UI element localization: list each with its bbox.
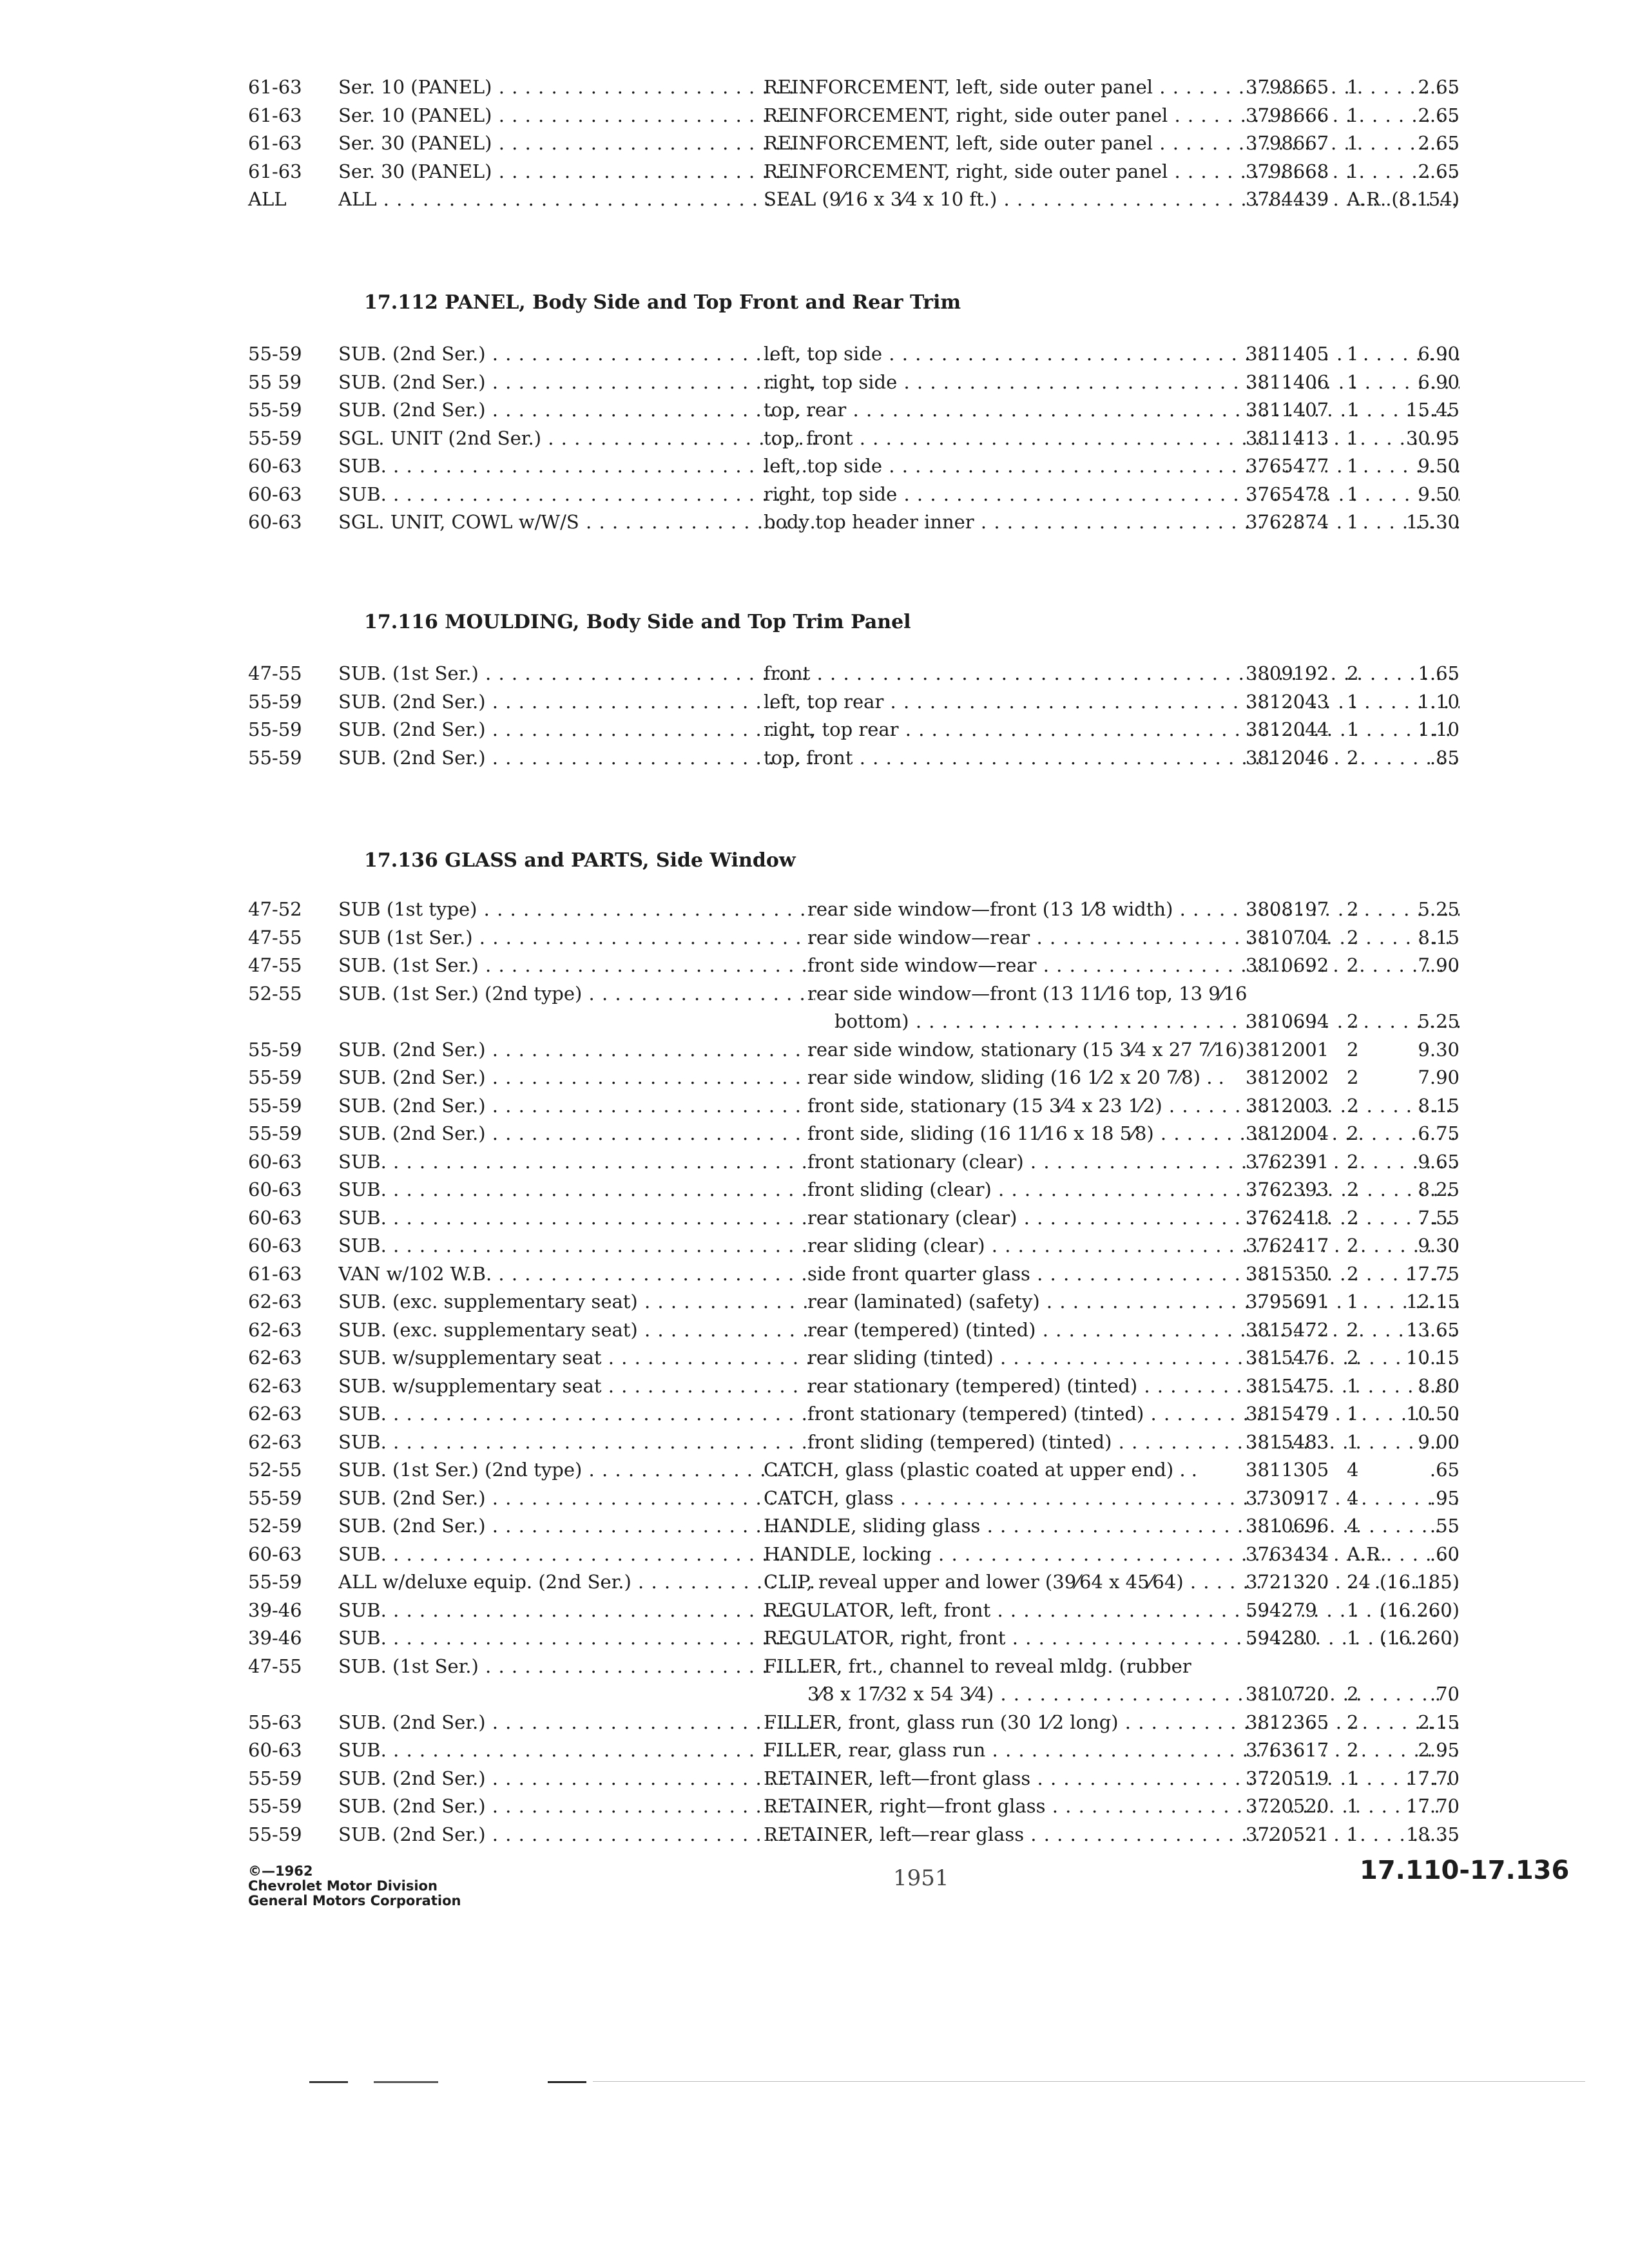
price: 10.50 — [1405, 1403, 1460, 1425]
description-cell: front side, stationary (15 3⁄4 x 23 1⁄2) . . . — [807, 1092, 1460, 1120]
description-cell: HANDLE, locking . . . — [764, 1541, 1460, 1569]
description-cell: left, top side . . . — [764, 340, 1460, 369]
description-cell: REINFORCEMENT, left, side outer panel . . . — [764, 130, 1460, 158]
model-cell: SUB. . . . — [338, 481, 815, 509]
scan-artifact — [309, 2081, 348, 2083]
year-range: 47-55 — [248, 1655, 302, 1677]
year-range: 55-59 — [248, 1066, 302, 1088]
model-cell: SUB. (2nd Ser.) . . . — [338, 1765, 815, 1793]
model-cell: SUB. . . . — [338, 1176, 815, 1204]
price: 8.80 — [1418, 1374, 1460, 1397]
price: 12.15 — [1405, 1291, 1460, 1312]
description-cell: REINFORCEMENT, right, side outer panel . . . — [764, 102, 1460, 130]
table-row: 61-63 Ser. 30 (PANEL) . . . REINFORCEMENT, right, side outer panel . . . 3798668 1 2.65 — [248, 158, 1460, 186]
price: .95 — [1429, 1486, 1460, 1509]
model-cell: SGL. UNIT, COWL w/W/S . . . — [338, 508, 815, 537]
table-row: 60-63 SUB. . . . front stationary (clear) . . . 3762391 2 9.65 — [248, 1148, 1460, 1177]
table-row: 61-63 Ser. 10 (PANEL) . . . REINFORCEMENT, right, side outer panel . . . 3798666 1 2.65 — [248, 102, 1460, 130]
price: 8.15 — [1418, 926, 1460, 948]
parts-block-17-116 — [248, 660, 1460, 772]
division-line: Chevrolet Motor Division — [248, 1878, 438, 1894]
model-cell: SUB. . . . — [338, 1428, 815, 1457]
description-cell: rear side window—front (13 1⁄8 width) . . . — [807, 896, 1460, 924]
table-row: 60-63 SUB. . . . HANDLE, locking . . . 3763434 A.R. .60 — [248, 1541, 1460, 1569]
description-cell: CLIP, reveal upper and lower (39⁄64 x 45⁄64) . . . — [764, 1568, 1460, 1597]
table-row: 55-59 SGL. UNIT (2nd Ser.) . . . top, front . . . 3811413 1 30.95 — [248, 425, 1460, 453]
year-range: 55-59 — [248, 399, 302, 421]
description-cell: right, top rear . . . — [764, 716, 1460, 744]
price: 8.25 — [1418, 1178, 1460, 1200]
price: (16.260) — [1379, 1627, 1460, 1649]
table-row: 62-63 SUB. . . . front sliding (tempered) (tinted) . . . 3815483 1 9.00 — [248, 1428, 1460, 1457]
model-cell: SUB. w/supplementary seat . . . — [338, 1344, 815, 1372]
price: .85 — [1429, 746, 1460, 769]
description-cell: top, front . . . — [764, 425, 1460, 453]
price: .55 — [1429, 1515, 1460, 1537]
price: (16.185) — [1379, 1571, 1460, 1593]
price: 2.65 — [1418, 160, 1460, 182]
description-cell: rear side window—rear . . . — [807, 924, 1460, 952]
description-cell: rear side window, sliding (16 1⁄2 x 20 7⁄8) . . — [807, 1066, 1224, 1088]
model-cell: SUB. . . . — [338, 1597, 815, 1625]
model-cell: SUB. . . . — [338, 1736, 815, 1765]
table-row: 52-59 SUB. (2nd Ser.) . . . HANDLE, sliding glass . . . 3810696 4 .55 — [248, 1512, 1460, 1541]
model-cell: ALL . . . — [338, 186, 815, 214]
price: 9.00 — [1418, 1430, 1460, 1453]
year-range: 62-63 — [248, 1403, 302, 1425]
description-cell: body top header inner . . . — [764, 508, 1460, 537]
description-cell: FILLER, frt., channel to reveal mldg. (rubber — [764, 1655, 1191, 1677]
table-row: 60-63 SUB. . . . right, top side . . . 3765478 1 9.50 — [248, 481, 1460, 509]
description-cell: CATCH, glass (plastic coated at upper end) . . — [764, 1459, 1198, 1481]
year-range: 47-55 — [248, 662, 302, 684]
description-cell: front sliding (clear) . . . — [807, 1176, 1460, 1204]
table-row: 55-63 SUB. (2nd Ser.) . . . FILLER, front, glass run (30 1⁄2 long) . . . 3812365 2 2.15 — [248, 1709, 1460, 1737]
table-row: 62-63 SUB. . . . front stationary (tempered) (tinted) . . . 3815479 1 10.50 — [248, 1400, 1460, 1428]
model-cell: SUB. . . . — [338, 1624, 815, 1653]
model-cell: SUB. (2nd Ser.) . . . — [338, 1792, 815, 1821]
model-cell: SUB. (2nd Ser.) . . . — [338, 1036, 815, 1064]
table-row: 61-63 Ser. 30 (PANEL) . . . REINFORCEMENT, left, side outer panel . . . 3798667 1 2.65 — [248, 130, 1460, 158]
price: 7.55 — [1418, 1206, 1460, 1229]
model-cell: SUB. (1st Ser.) . . . — [338, 660, 815, 688]
price: 17.75 — [1405, 1262, 1460, 1285]
year-range: 60-63 — [248, 1150, 302, 1173]
table-row: 55-59 SUB. (2nd Ser.) . . . left, top rear . . . 3812043 1 1.10 — [248, 688, 1460, 716]
price: 2.65 — [1418, 132, 1460, 154]
description-cell: front side, sliding (16 11⁄16 x 18 5⁄8) . . . — [807, 1120, 1460, 1148]
description-cell: HANDLE, sliding glass . . . — [764, 1512, 1460, 1541]
price: 15.45 — [1405, 399, 1460, 421]
year-range: 55-59 — [248, 1122, 302, 1144]
model-cell: SUB. (2nd Ser.) . . . — [338, 744, 815, 773]
description-cell: rear sliding (clear) . . . — [807, 1232, 1460, 1260]
price: 5.25 — [1418, 898, 1460, 920]
model-cell: Ser. 10 (PANEL) . . . — [338, 102, 815, 130]
publisher-credit — [248, 1864, 461, 1908]
model-cell: SUB. (2nd Ser.) . . . — [338, 396, 815, 425]
parts-block-17-112 — [248, 340, 1460, 537]
year-range: 60-63 — [248, 511, 302, 533]
description-cell: FILLER, front, glass run (30 1⁄2 long) . . . — [764, 1709, 1460, 1737]
description-cell: front sliding (tempered) (tinted) . . . — [807, 1428, 1460, 1457]
section-range: 17.110-17.136 — [1360, 1856, 1570, 1885]
table-row: 55-59 SUB. (2nd Ser.) . . . right, top rear . . . 3812044 1 1.10 — [248, 716, 1460, 744]
price: 9.50 — [1418, 455, 1460, 477]
price: 30.95 — [1405, 427, 1460, 449]
description-cell: top, front . . . — [764, 744, 1460, 773]
description-cell: REINFORCEMENT, left, side outer panel . . . — [764, 73, 1460, 102]
year-range: 52-59 — [248, 1515, 302, 1537]
description-cell: SEAL (9⁄16 x 3⁄4 x 10 ft.) . . . — [764, 186, 1460, 214]
model-cell: SUB. (2nd Ser.) . . . — [338, 369, 815, 397]
year-range: 47-52 — [248, 898, 302, 920]
section-title-17-112: 17.112 PANEL, Body Side and Top Front and Rear Trim — [364, 291, 961, 314]
table-row: 55-59 SUB. (2nd Ser.) . . . RETAINER, left—front glass . . . 3720519 1 17.70 — [248, 1765, 1460, 1793]
model-cell: SUB. (exc. supplementary seat) . . . — [338, 1288, 815, 1316]
year-range: 52-55 — [248, 1459, 302, 1481]
year-range: 60-63 — [248, 1235, 302, 1256]
table-row: 60-63 SUB. . . . rear sliding (clear) . . . 3762417 2 9.30 — [248, 1232, 1460, 1260]
table-row: 55-59 SUB. (2nd Ser.) . . . top, rear . . . 3811407 1 15.45 — [248, 396, 1460, 425]
year-range: 55-59 — [248, 690, 302, 713]
model-cell: SUB. . . . — [338, 1148, 815, 1177]
table-row: 60-63 SUB. . . . left, top side . . . 3765477 1 9.50 — [248, 452, 1460, 481]
year-range: 55-63 — [248, 1711, 302, 1733]
description-cell: top, rear . . . — [764, 396, 1460, 425]
table-row: 47-55 SUB. (1st Ser.) . . . front side window—rear . . . 3810692 2 7.90 — [248, 952, 1460, 980]
table-row: 55-59 SUB. (2nd Ser.) . . . rear side window, stationary (15 3⁄4 x 27 7⁄16) 3812001 2 9.30 — [248, 1036, 1460, 1064]
table-row: 47-55 SUB. (1st Ser.) . . . front . . . 3809192 2 1.65 — [248, 660, 1460, 688]
description-cell: right, top side . . . — [764, 369, 1460, 397]
table-row: 55-59 ALL w/deluxe equip. (2nd Ser.) . . . CLIP, reveal upper and lower (39⁄64 x 45⁄64) . . . 3721320 24 (16.185) — [248, 1568, 1460, 1597]
model-cell: SUB. (1st Ser.) . . . — [338, 1653, 815, 1681]
table-row: 55-59 SUB. (2nd Ser.) . . . front side, stationary (15 3⁄4 x 23 1⁄2) . . . 3812003 2 8.15 — [248, 1092, 1460, 1120]
year-range: 55 59 — [248, 370, 302, 393]
model-cell: Ser. 10 (PANEL) . . . — [338, 73, 815, 102]
description-cell: rear (laminated) (safety) . . . — [807, 1288, 1460, 1316]
price: 1.10 — [1418, 718, 1460, 740]
table-row: 62-63 SUB. (exc. supplementary seat) . . . rear (tempered) (tinted) . . . 3815472 2 13.65 — [248, 1316, 1460, 1345]
year-range: 55-59 — [248, 1571, 302, 1593]
description-cell: front stationary (tempered) (tinted) . . . — [807, 1400, 1460, 1428]
table-row: 55-59 SUB. (2nd Ser.) . . . RETAINER, left—rear glass . . . 3720521 1 18.35 — [248, 1821, 1460, 1849]
year-range: 39-46 — [248, 1627, 302, 1649]
page-number: 1951 — [893, 1865, 949, 1891]
year-range: 61-63 — [248, 1262, 302, 1285]
scan-artifact — [374, 2081, 438, 2083]
model-cell: SUB. (2nd Ser.) . . . — [338, 716, 815, 744]
table-row: 62-63 SUB. w/supplementary seat . . . rear stationary (tempered) (tinted) . . . 3815475 1 8.80 — [248, 1372, 1460, 1401]
model-cell: SUB. (2nd Ser.) . . . — [338, 1120, 815, 1148]
year-range: 55-59 — [248, 1094, 302, 1117]
year-range: 55-59 — [248, 1823, 302, 1845]
price: 7.90 — [1418, 954, 1460, 976]
table-row: 55 59 SUB. (2nd Ser.) . . . right, top side . . . 3811406 1 6.90 — [248, 369, 1460, 397]
price: (16.260) — [1379, 1599, 1460, 1621]
description-cell: left, top rear . . . — [764, 688, 1460, 716]
price: 9.30 — [1418, 1235, 1460, 1256]
price: 2.15 — [1418, 1711, 1460, 1733]
year-range: 61-63 — [248, 160, 302, 182]
table-row — [248, 1653, 1460, 1681]
table-row: 47-55 SUB (1st Ser.) . . . rear side window—rear . . . 3810704 2 8.15 — [248, 924, 1460, 952]
model-cell: Ser. 30 (PANEL) . . . — [338, 130, 815, 158]
year-range: 39-46 — [248, 1599, 302, 1621]
price: 6.90 — [1418, 370, 1460, 393]
table-row: ALL ALL . . . SEAL (9⁄16 x 3⁄4 x 10 ft.) . . . 3784439 A.R. (8.154) — [248, 186, 1460, 214]
year-range: 62-63 — [248, 1430, 302, 1453]
model-cell: SUB. (2nd Ser.) . . . — [338, 688, 815, 716]
year-range: 61-63 — [248, 104, 302, 126]
year-range: 47-55 — [248, 954, 302, 976]
table-row: 61-63 Ser. 10 (PANEL) . . . REINFORCEMENT, left, side outer panel . . . 3798665 1 2.65 — [248, 73, 1460, 102]
model-cell: SUB. . . . — [338, 1204, 815, 1233]
description-cell: left, top side . . . — [764, 452, 1460, 481]
model-cell: SGL. UNIT (2nd Ser.) . . . — [338, 425, 815, 453]
price: 15.30 — [1405, 511, 1460, 533]
model-cell: SUB. . . . — [338, 1232, 815, 1260]
description-cell: RETAINER, left—rear glass . . . — [764, 1821, 1460, 1849]
table-row: 60-63 SUB. . . . FILLER, rear, glass run . . . 3763617 2 2.95 — [248, 1736, 1460, 1765]
scan-artifact — [593, 2081, 1585, 2082]
price: 10.15 — [1405, 1347, 1460, 1369]
price: 9.30 — [1418, 1038, 1460, 1061]
table-row: 60-63 SUB. . . . rear stationary (clear) . . . 3762418 2 7.55 — [248, 1204, 1460, 1233]
model-cell: SUB. (2nd Ser.) . . . — [338, 1709, 815, 1737]
price: 13.65 — [1405, 1318, 1460, 1341]
model-cell: VAN w/102 W.B. . . . — [338, 1260, 815, 1289]
year-range: 60-63 — [248, 1739, 302, 1761]
price: 2.95 — [1418, 1739, 1460, 1761]
table-row: 61-63 VAN w/102 W.B. . . . side front quarter glass . . . 3815350 2 17.75 — [248, 1260, 1460, 1289]
year-range: 47-55 — [248, 926, 302, 948]
table-row: 39-46 SUB. . . . REGULATOR, right, front . . . 594280 1 (16.260) — [248, 1624, 1460, 1653]
model-cell: SUB. . . . — [338, 1400, 815, 1428]
description-cell: FILLER, rear, glass run . . . — [764, 1736, 1460, 1765]
year-range: 62-63 — [248, 1318, 302, 1341]
description-cell: right, top side . . . — [764, 481, 1460, 509]
model-cell: SUB. (2nd Ser.) . . . — [338, 1092, 815, 1120]
price: 7.90 — [1418, 1066, 1460, 1088]
model-cell: SUB (1st type) . . . — [338, 896, 815, 924]
description-cell: rear stationary (clear) . . . — [807, 1204, 1460, 1233]
price: (8.154) — [1391, 188, 1460, 210]
model-cell: SUB. (1st Ser.) . . . — [338, 952, 815, 980]
table-row: 55-59 SUB. (2nd Ser.) . . . top, front . . . 3812046 2 .85 — [248, 744, 1460, 773]
price: 8.15 — [1418, 1094, 1460, 1117]
price: 2.65 — [1418, 104, 1460, 126]
table-row: 55-59 SUB. (2nd Ser.) . . . rear side window, sliding (16 1⁄2 x 20 7⁄8) . . 3812002 2 7.90 — [248, 1064, 1460, 1092]
price: 6.75 — [1418, 1122, 1460, 1144]
year-range: 60-63 — [248, 455, 302, 477]
model-cell: SUB. (2nd Ser.) . . . — [338, 340, 815, 369]
section-title-17-116: 17.116 MOULDING, Body Side and Top Trim Panel — [364, 611, 911, 633]
parts-block-reinforcement — [248, 73, 1460, 214]
model-cell: ALL w/deluxe equip. (2nd Ser.) . . . — [338, 1568, 815, 1597]
price: .65 — [1429, 1459, 1460, 1481]
year-range: 55-59 — [248, 1486, 302, 1509]
model-cell: SUB. (exc. supplementary seat) . . . — [338, 1316, 815, 1345]
table-row: 60-63 SUB. . . . front sliding (clear) . . . 3762393 2 8.25 — [248, 1176, 1460, 1204]
table-row — [248, 980, 1460, 1008]
table-row: 62-63 SUB. (exc. supplementary seat) . . . rear (laminated) (safety) . . . 3795691 1 12.15 — [248, 1288, 1460, 1316]
model-cell: SUB. . . . — [338, 452, 815, 481]
scan-artifact — [548, 2081, 586, 2083]
price: 18.35 — [1405, 1823, 1460, 1845]
table-row: 3⁄8 x 17⁄32 x 54 3⁄4) . . . 3810720 2 .70 — [248, 1680, 1460, 1709]
year-range: 60-63 — [248, 1542, 302, 1565]
model-cell: SUB. (2nd Ser.) . . . — [338, 1485, 815, 1513]
parts-block-17-136 — [248, 896, 1460, 1849]
table-row: 55-59 SUB. (2nd Ser.) . . . RETAINER, right—front glass . . . 3720520 1 17.70 — [248, 1792, 1460, 1821]
table-row: 62-63 SUB. w/supplementary seat . . . rear sliding (tinted) . . . 3815476 2 10.15 — [248, 1344, 1460, 1372]
year-range: 61-63 — [248, 132, 302, 154]
table-row: 39-46 SUB. . . . REGULATOR, left, front . . . 594279 1 (16.260) — [248, 1597, 1460, 1625]
price: .60 — [1429, 1542, 1460, 1565]
model-cell: SUB. w/supplementary seat . . . — [338, 1372, 815, 1401]
table-row: bottom) . . . 3810694 2 5.25 — [248, 1008, 1460, 1036]
price: 1.65 — [1418, 662, 1460, 684]
table-row: 55-59 SUB. (2nd Ser.) . . . front side, sliding (16 11⁄16 x 18 5⁄8) . . . 3812004 2 6.75 — [248, 1120, 1460, 1148]
year-range: 55-59 — [248, 1767, 302, 1789]
description-cell: front . . . — [764, 660, 1460, 688]
year-range: 62-63 — [248, 1291, 302, 1312]
price: .70 — [1429, 1683, 1460, 1705]
description-cell: rear side window—front (13 11⁄16 top, 13 9⁄16 — [807, 982, 1248, 1004]
model-cell: SUB. (2nd Ser.) . . . — [338, 1512, 815, 1541]
price: 9.50 — [1418, 483, 1460, 505]
year-range: 62-63 — [248, 1374, 302, 1397]
model-cell: SUB. (1st Ser.) (2nd type) . . . — [338, 980, 815, 1008]
description-cell: RETAINER, left—front glass . . . — [764, 1765, 1460, 1793]
year-range: ALL — [248, 188, 287, 210]
year-range: 60-63 — [248, 483, 302, 505]
section-title-17-136: 17.136 GLASS and PARTS, Side Window — [364, 849, 796, 872]
description-cell: rear stationary (tempered) (tinted) . . . — [807, 1372, 1460, 1401]
table-row: 55-59 SUB. (2nd Ser.) . . . CATCH, glass . . . 3730917 4 .95 — [248, 1485, 1460, 1513]
description-cell: RETAINER, right—front glass . . . — [764, 1792, 1460, 1821]
model-cell: SUB. . . . — [338, 1541, 815, 1569]
model-cell: SUB. (1st Ser.) (2nd type) . . . — [338, 1456, 815, 1485]
model-cell: SUB (1st Ser.) . . . — [338, 924, 815, 952]
description-cell: REGULATOR, right, front . . . — [764, 1624, 1460, 1653]
table-row: 60-63 SGL. UNIT, COWL w/W/S . . . body top header inner . . . 3762874 1 15.30 — [248, 508, 1460, 537]
description-cell: CATCH, glass . . . — [764, 1485, 1460, 1513]
table-row: 47-52 SUB (1st type) . . . rear side window—front (13 1⁄8 width) . . . 3808197 2 5.25 — [248, 896, 1460, 924]
price: 17.70 — [1405, 1795, 1460, 1817]
description-cell: REGULATOR, left, front . . . — [764, 1597, 1460, 1625]
price: 2.65 — [1418, 76, 1460, 98]
description-cell: rear sliding (tinted) . . . — [807, 1344, 1460, 1372]
year-range: 62-63 — [248, 1347, 302, 1369]
description-cell: front stationary (clear) . . . — [807, 1148, 1460, 1177]
model-cell: Ser. 30 (PANEL) . . . — [338, 158, 815, 186]
year-range: 55-59 — [248, 1038, 302, 1061]
description-cell: side front quarter glass . . . — [807, 1260, 1460, 1289]
year-range: 55-59 — [248, 718, 302, 740]
table-row: 55-59 SUB. (2nd Ser.) . . . left, top side . . . 3811405 1 6.90 — [248, 340, 1460, 369]
year-range: 55-59 — [248, 343, 302, 365]
description-cell: rear (tempered) (tinted) . . . — [807, 1316, 1460, 1345]
year-range: 60-63 — [248, 1206, 302, 1229]
model-cell: SUB. (2nd Ser.) . . . — [338, 1821, 815, 1849]
description-cell: bottom) . . . — [834, 1008, 1460, 1036]
year-range: 55-59 — [248, 427, 302, 449]
table-row: 52-55 SUB. (1st Ser.) (2nd type) . . . CATCH, glass (plastic coated at upper end) . . 3811305 4 .65 — [248, 1456, 1460, 1485]
year-range: 52-55 — [248, 982, 302, 1004]
year-range: 61-63 — [248, 76, 302, 98]
price: 5.25 — [1418, 1010, 1460, 1032]
model-cell: SUB. (2nd Ser.) . . . — [338, 1064, 815, 1092]
description-cell: 3⁄8 x 17⁄32 x 54 3⁄4) . . . — [807, 1680, 1460, 1709]
price: 17.70 — [1405, 1767, 1460, 1789]
year-range: 60-63 — [248, 1178, 302, 1200]
year-range: 55-59 — [248, 746, 302, 769]
copyright-line: ©—1962 — [248, 1863, 313, 1879]
price: 6.90 — [1418, 343, 1460, 365]
description-cell: REINFORCEMENT, right, side outer panel . . . — [764, 158, 1460, 186]
description-cell: rear side window, stationary (15 3⁄4 x 27 7⁄16) — [807, 1038, 1245, 1061]
year-range: 55-59 — [248, 1795, 302, 1817]
price: 1.10 — [1418, 690, 1460, 713]
description-cell: front side window—rear . . . — [807, 952, 1460, 980]
price: 9.65 — [1418, 1150, 1460, 1173]
corporation-line: General Motors Corporation — [248, 1893, 461, 1908]
